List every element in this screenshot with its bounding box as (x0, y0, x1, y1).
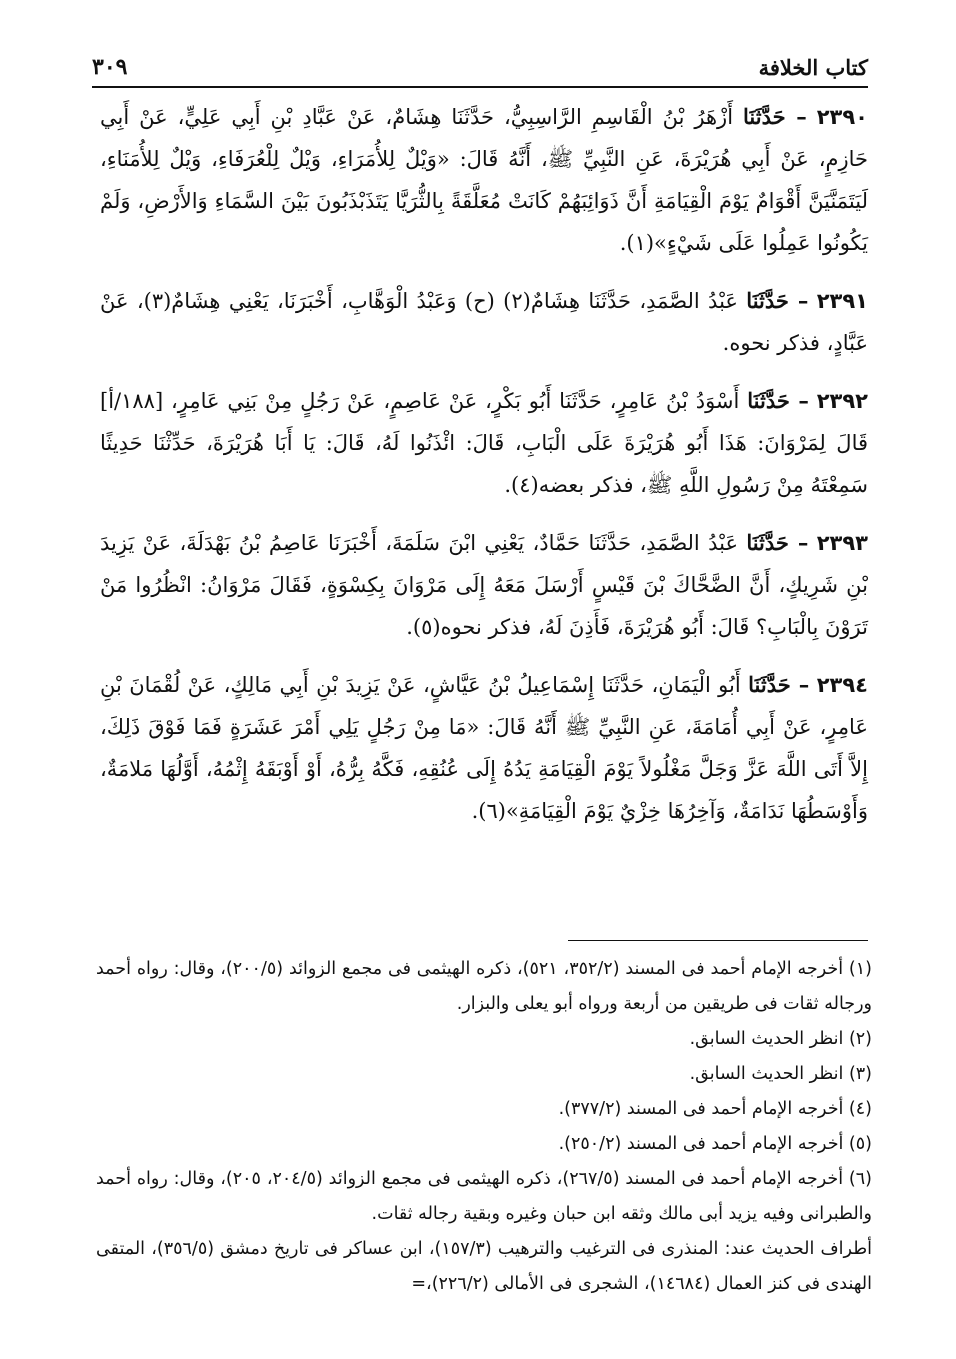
header-rule (92, 86, 868, 88)
hadith-lead: حَدَّثَنَا (747, 388, 790, 413)
footnote-6-continued: أطراف الحديث عند: المنذرى فى الترغيب والترهيب (١٥٧/٣)، ابن عساكر فى تاريخ دمشق (٣٥٦/٥)، المتقى الهندى فى كنز العمال (١٤٦٨٤)، الشجرى فى الأمالى (٢٢٦/٢)،= (96, 1239, 872, 1294)
footnote-3: (٣) انظر الحديث السابق. (689, 1064, 872, 1084)
hadith-text: عَبْدُ الصَّمَدِ، حَدَّثَنَا حَمَّادٌ، يَعْنِي ابْنَ سَلَمَةَ، أَخْبَرَنَا عَاصِمُ بْنُ بَهْدَلَةَ، عَنْ يَزِيدَ بْنِ شَرِيكٍ، أَنَّ الضَّحَّاكَ بْنَ قَيْسٍ أَرْسَلَ مَعَهُ إِلَى مَرْوَانَ بِكِسْوَةٍ، فَقَالَ مَرْوَانُ: انْظُرُوا مَنْ تَرَوْنَ بِالْبَابِ؟ قَالَ: أَبُو هُرَيْرَةَ، فَأَذِنَ لَهُ، فذكر نحوه(٥). (100, 531, 868, 639)
hadith-2390: ٢٣٩٠ – حَدَّثَنَا أَزْهَرُ بْنُ الْقَاسِمِ الرَّاسِبِيُّ، حَدَّثَنَا هِشَامٌ، عَنْ عَبَّادِ بْنِ أَبِي عَلِيٍّ، عَنْ أَبِي حَازِمٍ، عَنْ أَبِي هُرَيْرَةَ، عَنِ النَّبِيِّ ﷺ، أَنَّهُ قَالَ: «وَيْلٌ لِلأُمَرَاءِ، وَيْلٌ لِلْعُرَفَاءِ، وَيْلٌ لِلأُمَنَاءِ، لَيَتَمَنَّيَنَّ أَقْوَامٌ يَوْمَ الْقِيَامَةِ أَنَّ ذَوَائِبَهُمْ كَانَتْ مُعَلَّقَةً بِالثُّرَيَّا يَتَذَبْذَبُونَ بَيْنَ السَّمَاءِ وَالأَرْضِ، وَلَمْ يَكُونُوا عَمِلُوا عَلَى شَيْءٍ»(١). (100, 104, 869, 255)
hadith-number: ٢٣٩٣ (816, 531, 868, 555)
hadith-number: ٢٣٩٢ (816, 389, 868, 413)
hadith-number: ٢٣٩١ (816, 289, 868, 313)
main-text (100, 96, 868, 848)
hadith-2392: ٢٣٩٢ – حَدَّثَنَا أَسْوَدُ بْنُ عَامِرٍ، حَدَّثَنَا أَبُو بَكْرٍ، عَنْ عَاصِمٍ، عَنْ رَجُلٍ مِنْ بَنِي عَامِرٍ، [١٨٨/أ] قَالَ لِمَرْوَانَ: هَذَا أَبُو هُرَيْرَةَ عَلَى الْبَابِ، قَالَ: ائْذَنُوا لَهُ، قَالَ: يَا أَبَا هُرَيْرَةَ، حَدِّثْنَا حَدِيثًا سَمِعْتَهُ مِنْ رَسُولِ اللَّهِ ﷺ، فذكر بعضه(٤). (100, 388, 868, 497)
hadith-lead: حَدَّثَنَا (746, 530, 789, 555)
hadith-number: ٢٣٩٠ (816, 105, 869, 129)
hadith-lead: حَدَّثَنَا (746, 288, 789, 313)
hadith-2394: ٢٣٩٤ – حَدَّثَنَا أَبُو الْيَمَانِ، حَدَّثَنَا إِسْمَاعِيلُ بْنُ عَيَّاشٍ، عَنْ يَزِيدَ بْنِ أَبِي مَالِكٍ، عَنْ لُقْمَانَ بْنِ عَامِرٍ، عَنْ أَبِي أُمَامَةَ، عَنِ النَّبِيِّ ﷺ أَنَّهُ قَالَ: «مَا مِنْ رَجُلٍ يَلِي أَمْرَ عَشَرَةٍ فَمَا فَوْقَ ذَلِكَ، إِلاَّ أَتَى اللَّهَ عَزَّ وَجَلَّ مَغْلُولاً يَوْمَ الْقِيَامَةِ يَدُهُ إِلَى عُنُقِهِ، فَكَّهُ بِرُّهُ، أَوْ أَوْبَقَهُ إِثْمُهُ، أَوَّلُهَا مَلامَةٌ، وَأَوْسَطُهَا نَدَامَةٌ، وَآخِرُهَا خِزْيٌ يَوْمَ الْقِيَامَةِ»(٦). (100, 672, 868, 823)
footnotes (96, 952, 872, 1302)
footnote-1: (١) أخرجه الإمام أحمد فى المسند (٣٥٢/٢، ٥٢١)، ذكره الهيثمى فى مجمع الزوائد (٢٠٠/٥)، وقال: رواه أحمد ورجاله ثقات فى طريقين من أربعة ورواه أبو يعلى والبزار. (96, 959, 872, 1014)
hadith-text: أَزْهَرُ بْنُ الْقَاسِمِ الرَّاسِبِيُّ، حَدَّثَنَا هِشَامٌ، عَنْ عَبَّادِ بْنِ أَبِي عَلِيٍّ، عَنْ أَبِي حَازِمٍ، عَنْ أَبِي هُرَيْرَةَ، عَنِ النَّبِيِّ ﷺ، أَنَّهُ قَالَ: «وَيْلٌ لِلأُمَرَاءِ، وَيْلٌ لِلْعُرَفَاءِ، وَيْلٌ لِلأُمَنَاءِ، لَيَتَمَنَّيَنَّ أَقْوَامٌ يَوْمَ الْقِيَامَةِ أَنَّ ذَوَائِبَهُمْ كَانَتْ مُعَلَّقَةً بِالثُّرَيَّا يَتَذَبْذَبُونَ بَيْنَ السَّمَاءِ وَالأَرْضِ، وَلَمْ يَكُونُوا عَمِلُوا عَلَى شَيْءٍ»(١). (100, 105, 868, 255)
footnote-6: (٦) أخرجه الإمام أحمد فى المسند (٢٦٧/٥)، ذكره الهيثمى فى مجمع الزوائد (٢٠٤/٥، ٢٠٥)، وقال: رواه أحمد والطبرانى وفيه يزيد أبى مالك وثقه ابن حبان وغيره وبقية رجاله ثقات. (96, 1169, 872, 1224)
running-header (92, 40, 868, 80)
hadith-lead: حَدَّثَنَا (748, 672, 791, 697)
page-number: ٣٠٩ (92, 54, 128, 80)
hadith-text: أَبُو الْيَمَانِ، حَدَّثَنَا إِسْمَاعِيلُ بْنُ عَيَّاشٍ، عَنْ يَزِيدَ بْنِ أَبِي مَالِكٍ، عَنْ لُقْمَانَ بْنِ عَامِرٍ، عَنْ أَبِي أُمَامَةَ، عَنِ النَّبِيِّ ﷺ أَنَّهُ قَالَ: «مَا مِنْ رَجُلٍ يَلِي أَمْرَ عَشَرَةٍ فَمَا فَوْقَ ذَلِكَ، إِلاَّ أَتَى اللَّهَ عَزَّ وَجَلَّ مَغْلُولاً يَوْمَ الْقِيَامَةِ يَدُهُ إِلَى عُنُقِهِ، فَكَّهُ بِرُّهُ، أَوْ أَوْبَقَهُ إِثْمُهُ، أَوَّلُهَا مَلامَةٌ، وَأَوْسَطُهَا نَدَامَةٌ، وَآخِرُهَا خِزْيٌ يَوْمَ الْقِيَامَةِ»(٦). (100, 673, 868, 823)
footnote-2: (٢) انظر الحديث السابق. (689, 1029, 872, 1049)
footnote-4: (٤) أخرجه الإمام أحمد فى المسند (٣٧٧/٢). (558, 1099, 872, 1119)
hadith-lead: حَدَّثَنَا (743, 104, 786, 129)
hadith-number: ٢٣٩٤ (816, 673, 868, 697)
hadith-2393: ٢٣٩٣ – حَدَّثَنَا عَبْدُ الصَّمَدِ، حَدَّثَنَا حَمَّادٌ، يَعْنِي ابْنَ سَلَمَةَ، أَخْبَرَنَا عَاصِمُ بْنُ بَهْدَلَةَ، عَنْ يَزِيدَ بْنِ شَرِيكٍ، أَنَّ الضَّحَّاكَ بْنَ قَيْسٍ أَرْسَلَ مَعَهُ إِلَى مَرْوَانَ بِكِسْوَةٍ، فَقَالَ مَرْوَانُ: انْظُرُوا مَنْ تَرَوْنَ بِالْبَابِ؟ قَالَ: أَبُو هُرَيْرَةَ، فَأَذِنَ لَهُ، فذكر نحوه(٥). (100, 530, 868, 639)
hadith-text: أَسْوَدُ بْنُ عَامِرٍ، حَدَّثَنَا أَبُو بَكْرٍ، عَنْ عَاصِمٍ، عَنْ رَجُلٍ مِنْ بَنِي عَامِرٍ، [١٨٨/أ] قَالَ لِمَرْوَانَ: هَذَا أَبُو هُرَيْرَةَ عَلَى الْبَابِ، قَالَ: ائْذَنُوا لَهُ، قَالَ: يَا أَبَا هُرَيْرَةَ، حَدِّثْنَا حَدِيثًا سَمِعْتَهُ مِنْ رَسُولِ اللَّهِ ﷺ، فذكر بعضه(٤). (100, 389, 868, 497)
footnote-5: (٥) أخرجه الإمام أحمد فى المسند (٢٥٠/٢). (558, 1134, 872, 1154)
footnote-rule (568, 940, 868, 941)
chapter-title: كتاب الخلافة (758, 55, 868, 80)
hadith-2391: ٢٣٩١ – حَدَّثَنَا عَبْدُ الصَّمَدِ، حَدَّثَنَا هِشَامٌ(٢) (ح) وَعَبْدُ الْوَهَّابِ، أَخْبَرَنَا، يَعْنِي هِشَامٌ(٣)، عَنْ عَبَّادٍ، فذكر نحوه. (100, 288, 868, 355)
hadith-text: عَبْدُ الصَّمَدِ، حَدَّثَنَا هِشَامٌ(٢) (ح) وَعَبْدُ الْوَهَّابِ، أَخْبَرَنَا، يَعْنِي هِشَامٌ(٣)، عَنْ عَبَّادٍ، فذكر نحوه. (100, 289, 868, 355)
